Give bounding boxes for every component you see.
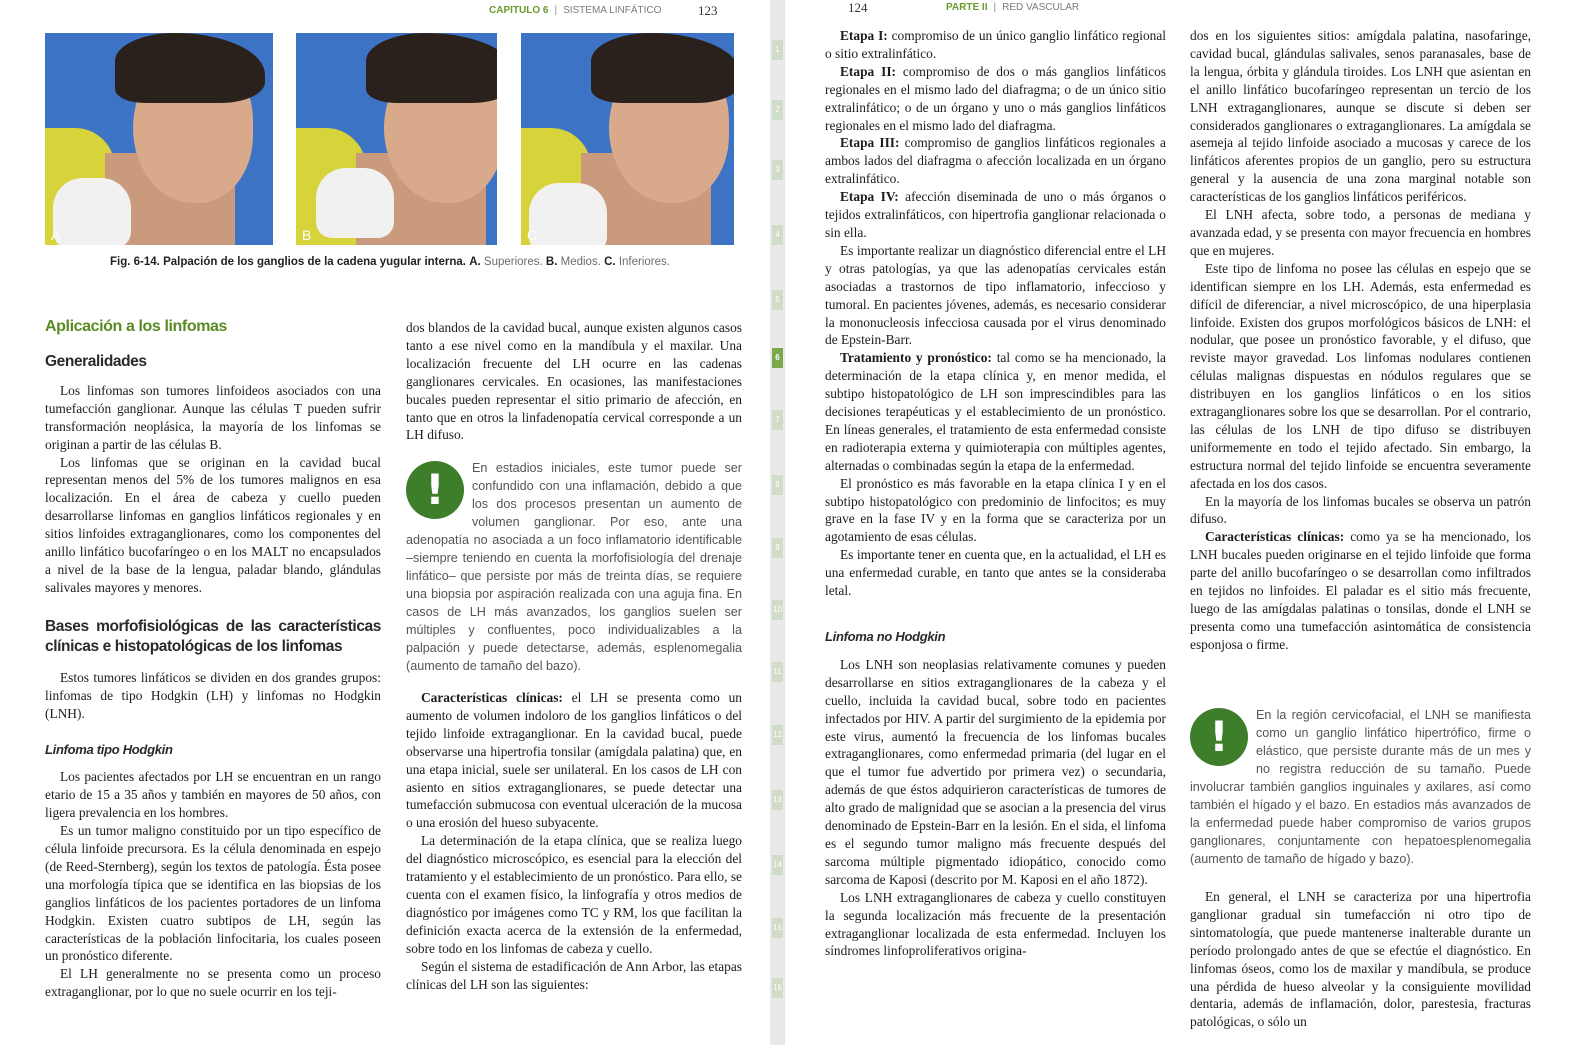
right-page-number-wrap [848, 0, 868, 16]
left-page [0, 0, 770, 1045]
section-label: RED VASCULAR [1002, 2, 1080, 13]
caption-label: Fig. 6-14. Palpación de los ganglios de la cadena yugular interna. [110, 256, 466, 268]
thumb-tab: 11 [772, 662, 783, 682]
section-label: SISTEMA LINFÁTICO [563, 5, 662, 16]
left-column-2 [406, 319, 742, 444]
thumb-tab: 10 [772, 600, 783, 620]
paragraph: En la mayoría de los linfomas bucales se observa un patrón difuso. [1190, 493, 1531, 527]
part-label: PARTE II [946, 2, 988, 13]
paragraph: Es importante tener en cuenta que, en la actualidad, el LH es una enfermedad curable, en tanto que antes se la consideraba letal. [825, 547, 1166, 599]
right-running-head: PARTE II | RED VASCULAR [946, 2, 1080, 13]
thumb-tab: 3 [772, 160, 783, 180]
paragraph: Los LNH son neoplasias relativamente comunes y pueden desarrollarse en sitios extraganglionares de la cabeza y el cuello, incluida la cavidad bucal, sobre todo en pacientes infectados por HIV. A partir del surgimiento de la epidemia por este virus, aumentó la frecuencia de los linfomas bucales extraganglionares, como enfermedad primaria (del lugar en el que el tumor fue advertido por primera vez) o secundaria, además de que éstos adquirieron características de tumores de alto grado de malignidad que se asocian a la presencia del virus denominado de Epstein-Barr en la lesión. En el sida, el linfoma es el segundo tumor maligno más frecuente después del sarcoma múltiple pigmentado idiopático, conocido como sarcoma de Kaposi (descrito por M. Kaposi en el año 1872). [825, 656, 1166, 887]
stage-label: Etapa III: [840, 135, 900, 151]
chapter-label: CAPITULO 6 [489, 5, 549, 16]
thumb-tab: 8 [772, 475, 783, 495]
paragraph: Estos tumores linfáticos se dividen en dos grandes grupos: linfomas de tipo Hodgkin (LH) y linfomas no Hodgkin (LNH). [45, 669, 381, 721]
panel-letter-b: B [302, 227, 312, 243]
heading-no-hodgkin: Linfoma no Hodgkin [825, 629, 946, 644]
thumb-tab: 5 [772, 290, 783, 310]
paragraph: En general, el LNH se caracteriza por una hipertrofia ganglionar gradual sin tumefacción ni otro tipo de sintomatología, que puede mantenerse inalterable durante un período prolongado antes de que se efectúe el diagnóstico. En linfomas óseos, como los de maxilar y mandíbula, se produce una pérdida de hueso alveolar y la consiguiente movilidad dentaria, además de inflamación, dolor, parestesia, fracturas patológicas, o sólo un [1190, 889, 1531, 1030]
paragraph: Es un tumor maligno constituido por un tipo específico de célula linfoide precursora. Es la célula denominada en espejo (de Reed-Sternberg), según los textos de patología. Ésta posee una morfología típica que se identifica en las biopsias de los ganglios linfáticos de los pacientes portadores de un linfoma Hodgkin. Existen cuatro subtipos de LH, según las características de la población linfocitaria, los cuales poseen un pronóstico diferente. [45, 823, 381, 964]
thumb-tab: 7 [772, 410, 783, 430]
left-column-1 [45, 318, 381, 1001]
right-column-1: Etapa I: compromiso de un único ganglio linfático regional o sitio extralinfático. Etapa II: compromiso de dos o más ganglios linfáticos regionales en el mismo lado del diafragma; o de un único sitio extralinfático; o de un órgano y uno o más ganglios linfáticos regionales en el mismo lado del diafragma. Etapa III: compromiso de ganglios linfáticos regionales a ambos lados del diafragma o afección localizada en un órgano extralinfático. Etapa IV: afección diseminada de uno o más órganos o tejidos extralinfáticos, con hipertrofia ganglionar relacionada o sin ella. Es importante realizar un diagnóstico diferencial entre el LH y otras patologías, ya que las adenopatías cervicales están asociadas a trastornos de tipo inflamatorio, infeccioso y tumoral. En pacientes jóvenes, además, es necesario considerar la mononucleosis infecciosa causada por el virus denominado de Epstein-Barr. Tratamiento y pronóstico: tal como se ha mencionado, la determinación de la etapa clínica y, en menor medida, el subtipo histopatológico de LH son imprescindibles para las decisiones terapéuticas y el establecimiento de un pronóstico. En líneas generales, el tratamiento de esta enfermedad consiste en radioterapia externa y quimioterapia con múltiples agentes, alternadas o combinadas según la etapa de la enfermedad. El pronóstico es más favorable en la etapa clínica I y en el subtipo histopatológico con predominio de linfocitos; es muy grave en la fase IV y en la forma que se caracteriza por un agotamiento de esas células. Es importante tener en cuenta que, en la actualidad, el LH es una enfermedad curable, en tanto que antes se la consideraba letal. Linfoma no Hodgkin Los LNH son neoplasias relativamente comunes y pueden desarrollarse en sitios extraganglionares de la cabeza y el cuello, incluida la cavidad bucal, sobre todo en pacientes infectados por HIV. A partir del surgimiento de la epidemia por este virus, aumentó la frecuencia de los linfomas bucales extraganglionares, como enfermedad primaria (del lugar en el que el tumor fue advertido por primera vez) o secundaria, además de que éstos adquirieron características de tumores de alto grado de malignidad que se asocian a la presencia del virus denominado de Epstein-Barr en la lesión. En el sida, el linfoma es el segundo tumor maligno más frecuente después del sarcoma múltiple pigmentado idiopático, conocido como sarcoma de Kaposi (descrito por M. Kaposi en el año 1872). Los LNH extraganglionares de cabeza y cuello constituyen la segunda localización más frecuente de la presentación extraganglionar localizada de esta enfermedad. Incluyen los síndromes linfoproliferativos origina- [825, 28, 1167, 959]
lead-label: Características clínicas: [421, 690, 563, 705]
paragraph: dos blandos de la cavidad bucal, aunque existen algunos casos tanto a ese nivel como en la mandíbula y el maxilar. Una localización frecuente del LH ocurre en las cadenas ganglionares cervicales. En ocasiones, las manifestaciones bucales pueden representar el sitio primario de afección, en tanto que en otros la linfadenopatía cervical corresponde a un LH difuso. [406, 320, 742, 443]
paragraph: Los linfomas son tumores linfoideos asociados con una tumefacción ganglionar. Aunque las células T pueden sufrir transformación neoplásica, la mayoría de los linfomas se originan a partir de las células B. [45, 382, 381, 452]
figure-photo-c [521, 33, 734, 245]
thumb-tab: 9 [772, 538, 783, 558]
thumb-tab: 16 [772, 978, 783, 998]
thumb-tab: 4 [772, 225, 783, 245]
callout-text: En la región cervicofacial, el LNH se manifiesta como un ganglio linfático hipertrófico, firme o elástico, que persiste durante más de un mes y no registra reducción de su tamaño. Puede involucrar también ganglios inguinales y axilares, así como también el hígado y el bazo. En estadios más avanzados de la enfermedad puede haber compromiso de varios grupos ganglionares, conjuntamente con hepatoesplenomegalia (aumento de tamaño de hígado y bazo). [1190, 708, 1531, 866]
paragraph: Según el sistema de estadificación de Ann Arbor, las etapas clínicas del LH son las siguientes: [406, 958, 742, 992]
figure-6-14 [45, 33, 735, 246]
chapter-thumb-index [770, 0, 785, 1045]
right-page-number: 124 [848, 0, 868, 15]
callout-box [406, 459, 742, 675]
lead-label: Características clínicas: [1205, 529, 1345, 545]
right-column-2-lower [1190, 888, 1531, 1031]
figure-caption: Fig. 6-14. Palpación de los ganglios de la cadena yugular interna. A. Superiores. B. Medios. C. Inferiores. [110, 256, 670, 268]
panel-letter-a: A [51, 227, 61, 243]
paragraph: Los LNH extraganglionares de cabeza y cuello constituyen la segunda localización más frecuente de la presentación extraganglionar localizada de esta enfermedad. Incluyen los síndromes linfoproliferativos origina- [825, 889, 1166, 959]
alert-icon: ! [1190, 708, 1248, 766]
panel-letter-c: C [527, 227, 538, 243]
right-page [785, 0, 1584, 1045]
right-column-2: dos en los siguientes sitios: amígdala palatina, nasofaringe, cavidad bucal, glándulas salivales, senos paranasales, base de la lengua, órbita y glándula tiroides. Los LNH que asientan en el anillo linfático bucofaríngeo representan un tercio de los LNH extraganglionares, aunque se discute si deben ser considerados ganglionares o extraganglionares. La amígdala se asemeja al tejido linfoide asociado a mucosas y carece de los linfáticos aferentes propios de un ganglio, pero su estructura general y la ausencia de una zona marginal notable son características de los ganglios linfáticos periféricos. El LNH afecta, sobre todo, a personas de mediana y avanzada edad, y se presenta con mayor frecuencia en hombres que en mujeres. Este tipo de linfoma no posee las células en espejo que se identifican siempre en los LH. Además, esta enfermedad es difícil de diferenciar, a nivel microscópico, de una hiperplasia linfoide. Existen dos grupos morfológicos básicos de LNH: el nodular, que posee un pronóstico favorable, y el difuso, que reviste mayor gravedad. Los linfomas nodulares contienen células malignas dispuestas en nódulos regulares que se distribuyen en los ganglios linfáticos o en los sitios extraganglionares sobre los que se desarrollan. Por el contrario, las células de los LNH de tipo difuso se distribuyen uniformemente en todo el tejido afectado. Sin embargo, la estructura normal del tejido linfoide se encuentra severamente afectada en los dos casos. En la mayoría de los linfomas bucales se observa un patrón difuso. Características clínicas: como ya se ha mencionado, los LNH bucales pueden originarse en el tejido linfoide que forma parte del anillo bucofaríngeo o se desarrollan como infiltrados en tejidos no linfoides. El paladar es el sitio más frecuente, luego de las amígdalas palatinas o tonsilas, donde el LNH se presenta como una tumefacción asintomática de consistencia esponjosa o firme. [1190, 28, 1531, 652]
left-page-number: 123 [698, 3, 718, 18]
stage-label: Etapa I: [840, 28, 888, 43]
thumb-tab: 15 [772, 918, 783, 938]
heading-generalidades: Generalidades [45, 352, 147, 370]
paragraph: dos en los siguientes sitios: amígdala palatina, nasofaringe, cavidad bucal, glándulas salivales, senos paranasales, base de la lengua, órbita y glándula tiroides. Los LNH que asientan en el anillo linfático bucofaríngeo representan un tercio de los LNH extraganglionares, aunque se discute si deben ser considerados ganglionares o extraganglionares. La amígdala se asemeja al tejido linfoide asociado a mucosas y carece de los linfáticos aferentes propios de un ganglio, pero su estructura general y la ausencia de una zona marginal notable son características de los ganglios linfáticos periféricos. [1190, 28, 1531, 205]
figure-photo-b [296, 33, 497, 245]
left-column-2-lower: Características clínicas: el LH se presenta como un aumento de volumen indoloro de los ganglios linfáticos o del tejido linfoide extraganglionar. En la cavidad bucal, puede observarse una hipertrofia tonsilar (amígdala palatina) que, en una etapa inicial, suele ser unilateral. En los casos de LH con asiento en sitios extraganglionares, se puede detectar una tumefacción submucosa con eventual ulceración de la mucosa o una erosión del hueso subyacente. La determinación de la etapa clínica, que se realiza luego del diagnóstico microscópico, es esencial para la elección del tratamiento y el establecimiento de un pronóstico. Para ello, se cuenta con el examen físico, la linfografía y otros medios de diagnóstico por imágenes como TC y RM, los que facilitan la definición exacta acerca de la extensión de la enfermedad, sobre todo en los linfomas de cabeza y cuello. Según el sistema de estadificación de Ann Arbor, las etapas clínicas del LH son las siguientes: [406, 690, 742, 992]
thumb-tab: 14 [772, 855, 783, 875]
paragraph: Es importante realizar un diagnóstico diferencial entre el LH y otras patologías, ya que las adenopatías cervicales están asociadas a trastornos de tipo inflamatorio, infeccioso y tumoral. En pacientes jóvenes, además, es necesario considerar la mononucleosis infecciosa causada por el virus denominado de Epstein-Barr. [825, 242, 1166, 348]
left-page-number-wrap [698, 3, 718, 19]
thumb-tab: 2 [772, 100, 783, 120]
callout-text: En estadios iniciales, este tumor puede ser confundido con una inflamación, debido a que los dos procesos presentan un aumento de volumen ganglionar. Por eso, ante una adenopatía no asociada a un foco inflamatorio identificable –siempre teniendo en cuenta la morfofisiología del drenaje linfático– que persiste por más de treinta días, se requiere una biopsia por aspiración realizada con una aguja fina. En casos de LH más avanzados, los ganglios suelen ser múltiples y confluentes, poco individualizables a la palpación y puede detectarse, además, esplenomegalia (aumento de tamaño del bazo). [406, 461, 742, 673]
paragraph: El LNH afecta, sobre todo, a personas de mediana y avanzada edad, y se presenta con mayor frecuencia en hombres que en mujeres. [1190, 207, 1531, 258]
heading-hodgkin: Linfoma tipo Hodgkin [45, 741, 173, 757]
stage-label: Etapa IV: [840, 189, 899, 205]
paragraph: El LH generalmente no se presenta como un proceso extraganglionar, por lo que no suele ocurrir en los teji- [45, 966, 381, 1000]
heading-aplicacion: Aplicación a los linfomas [45, 318, 228, 335]
callout-box [1190, 706, 1531, 868]
thumb-tab: 1 [772, 40, 783, 60]
paragraph: El pronóstico es más favorable en la etapa clínica I y en el subtipo histopatológico con predominio de linfocitos; es muy grave en la fase IV y en la forma que se caracteriza por un agotamiento de esas células. [825, 475, 1166, 545]
stage-label: Etapa II: [840, 63, 897, 79]
thumb-tab-active: 6 [772, 348, 783, 368]
paragraph: Los linfomas que se originan en la cavidad bucal representan menos del 5% de los tumores malignos en esa localización. En el área de cabeza y cuello pueden desarrollarse linfomas en ganglios linfáticos regionales y en sitios linfoides extraganglionares, como los componentes del anillo linfático bucofaríngeo o en los MALT no encapsulados a nivel de la base de la lengua, paladar blando, glándulas salivales mayores y menores. [45, 454, 381, 595]
heading-bases: Bases morfofisiológicas de las características clínicas e histopatológicas de los linfomas [45, 617, 381, 655]
figure-photo-a [45, 33, 273, 245]
thumb-tab: 13 [772, 790, 783, 810]
lead-label: Tratamiento y pronóstico: [840, 350, 992, 366]
paragraph: Este tipo de linfoma no posee las células en espejo que se identifican siempre en los LH. Además, esta enfermedad es difícil de diferenciar, a nivel microscópico, de una hiperplasia linfoide. Existen dos grupos morfológicos básicos de LNH: el nodular, que posee un pronóstico favorable, y el difuso, que reviste mayor gravedad. Los linfomas nodulares contienen células malignas dispuestas en nódulos regulares que se distribuyen en los ganglios linfáticos o en los sitios extraganglionares sobre los que se desarrollan. Por el contrario, las células de los LNH de tipo difuso se distribuyen uniformemente en todo el tejido afectado. Sin embargo, la estructura normal del tejido linfoide se encuentra severamente afectada en los dos casos. [1190, 260, 1531, 491]
alert-icon: ! [406, 461, 464, 519]
left-running-head: CAPITULO 6 | SISTEMA LINFÁTICO [489, 5, 662, 16]
thumb-tab: 12 [772, 725, 783, 745]
paragraph: La determinación de la etapa clínica, que se realiza luego del diagnóstico microscópico, es esencial para la elección del tratamiento y el establecimiento de un pronóstico. Para ello, se cuenta con el examen físico, la linfografía y otros medios de diagnóstico por imágenes como TC y RM, los que facilitan la definición exacta acerca de la extensión de la enfermedad, sobre todo en los linfomas de cabeza y cuello. [406, 833, 742, 956]
paragraph: Los pacientes afectados por LH se encuentran en un rango etario de 15 a 35 años y también en mayores de 50 años, con ligera prevalencia en los hombres. [45, 769, 381, 821]
